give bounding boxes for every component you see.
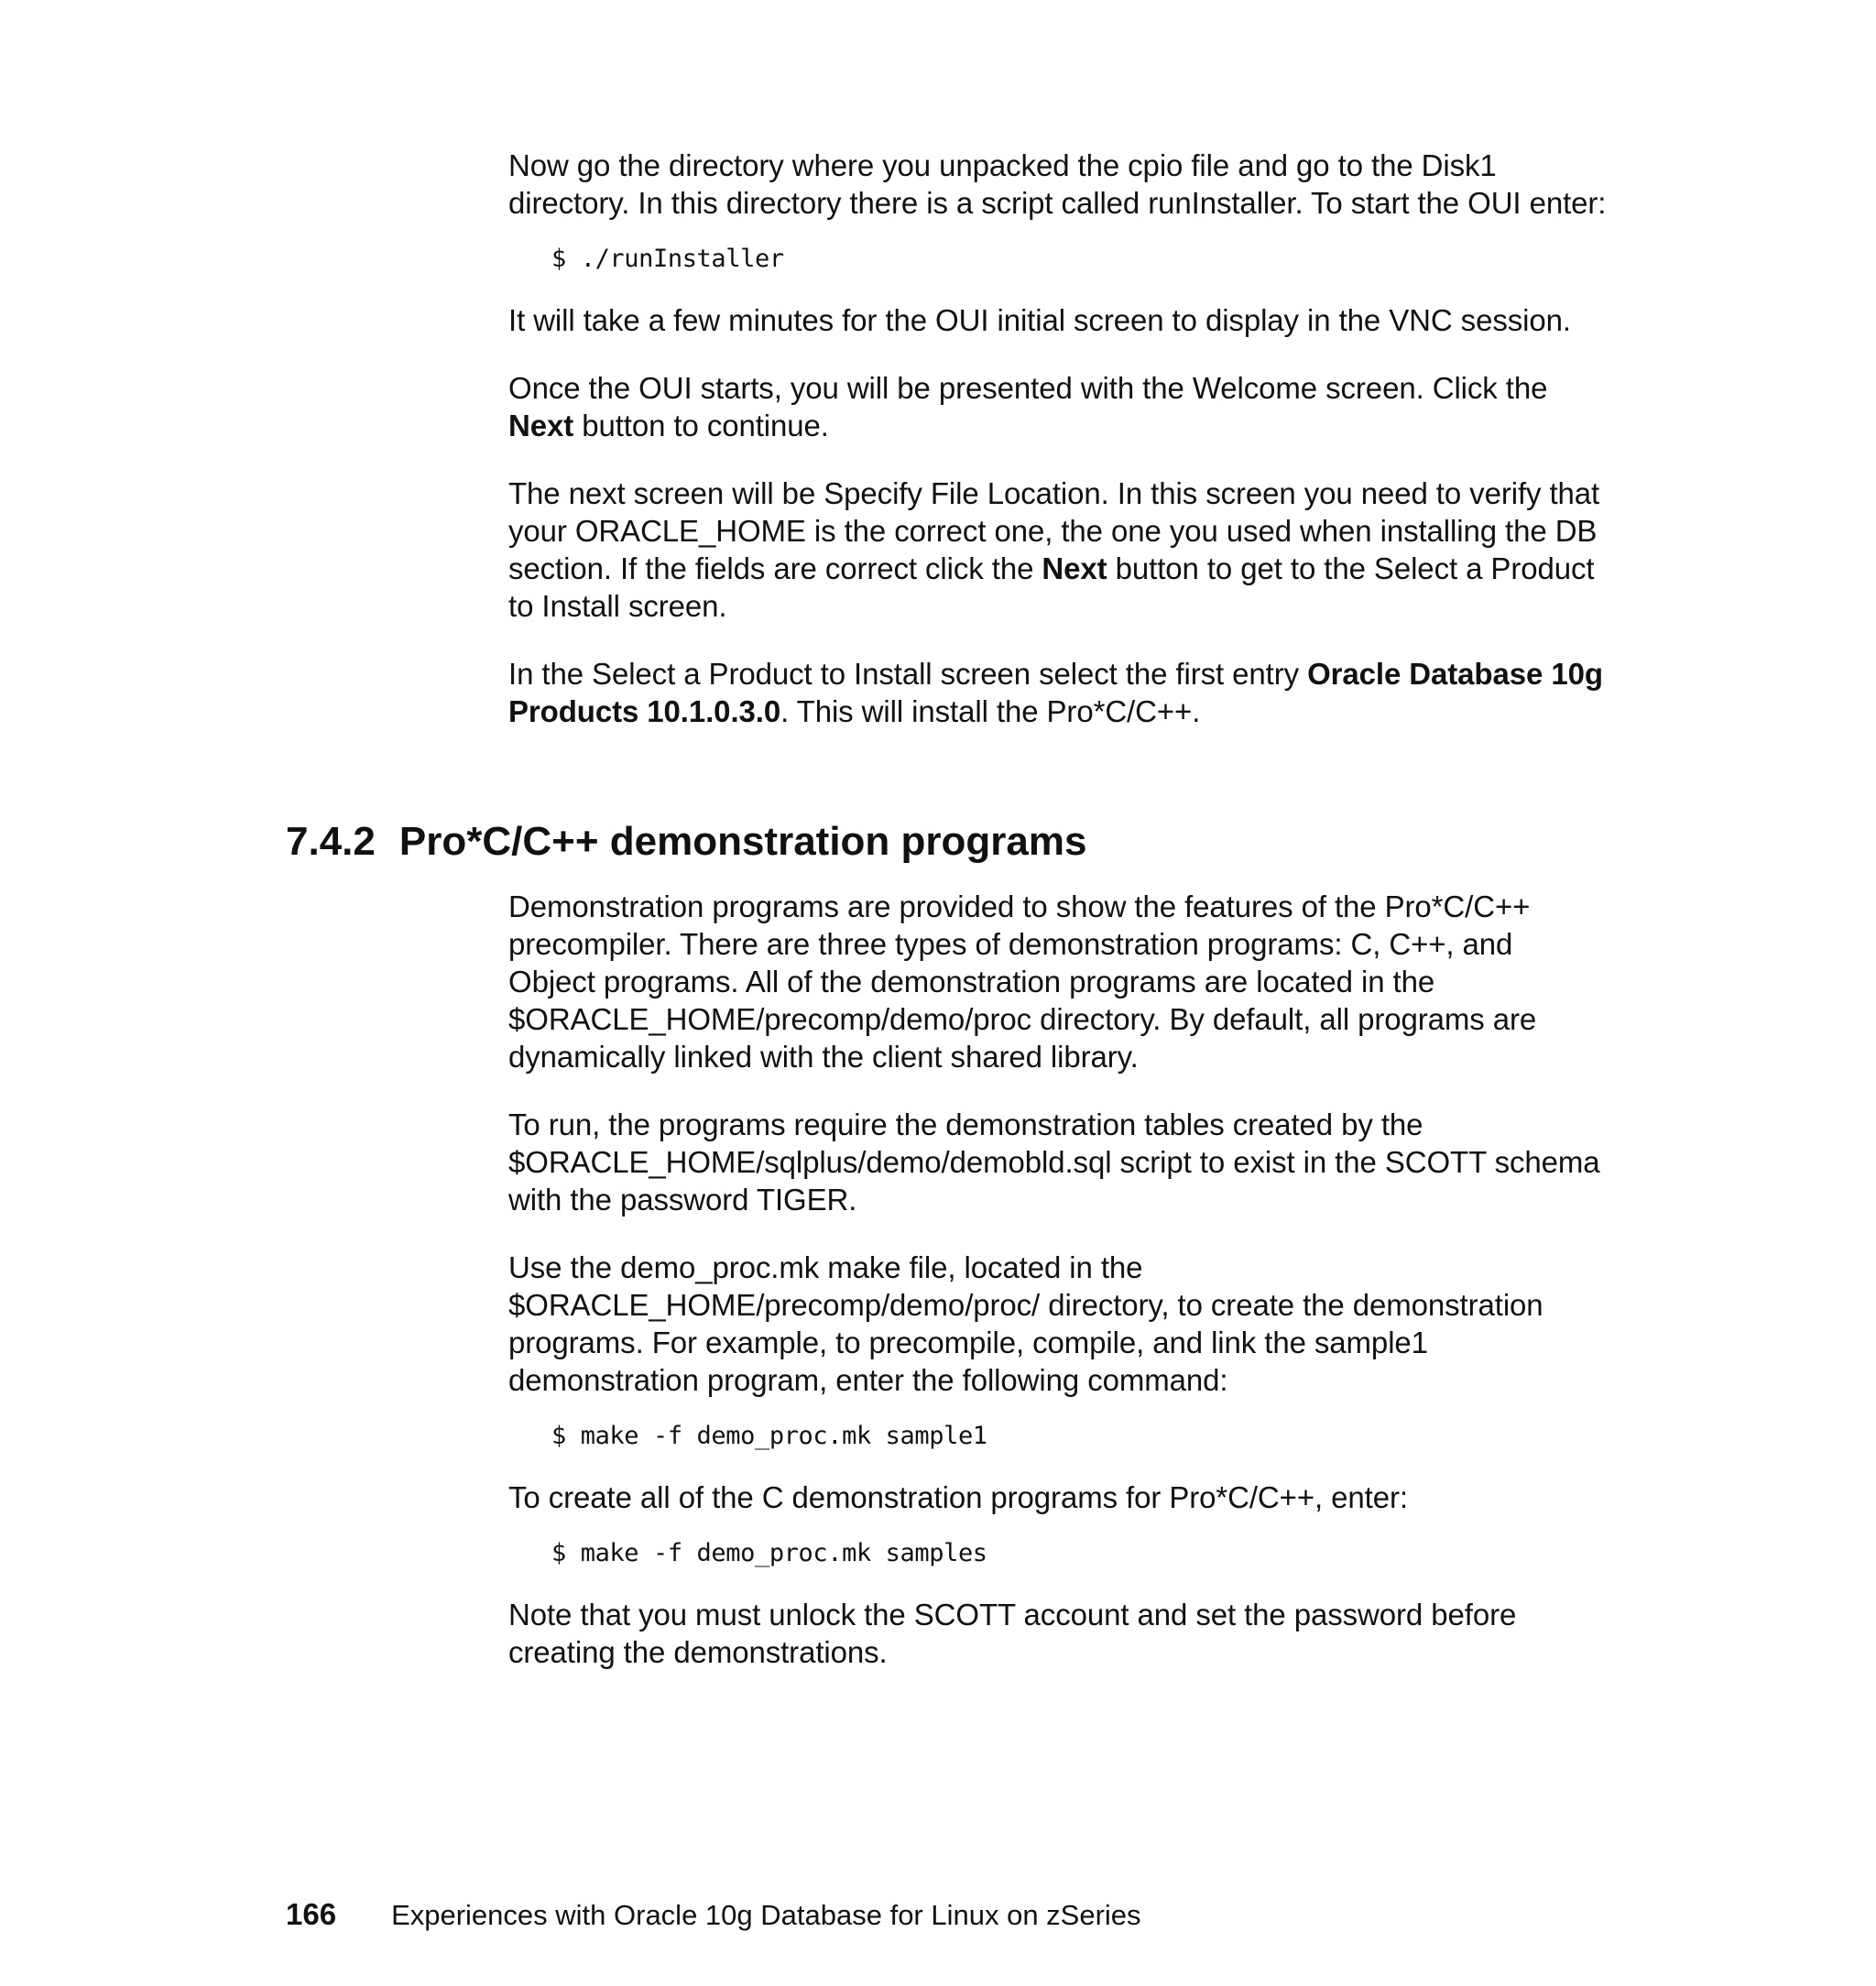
section-number: 7.4.2: [286, 819, 376, 864]
section-paragraph-5: Note that you must unlock the SCOTT account and set the password before creating the demonstrations.: [508, 1598, 1517, 1669]
section-content: [508, 888, 1608, 1701]
intro-paragraph-3: [508, 369, 1608, 444]
section-paragraph-3: Use the demo_proc.mk make file, located in the $ORACLE_HOME/precomp/demo/proc/ directory, to create the demonstration programs. For example, to precompile, compile, and link the sample1 demonstration program, enter the following command:: [508, 1250, 1543, 1397]
section-paragraph-1: Demonstration programs are provided to show the features of the Pro*C/C++ precompiler. There are three types of demonstration programs: C, C++, and Object programs. All of the demonstration programs are located in the $ORACLE_HOME/precomp/demo/proc directory. By default, all programs are dynamically linked with the client shared library.: [508, 889, 1537, 1074]
section-paragraph-2: To run, the programs require the demonstration tables created by the $ORACLE_HOME/sqlplus/demo/demobld.sql script to exist in the SCOTT schema with the password TIGER.: [508, 1108, 1600, 1217]
p3-text-c: button to continue.: [573, 409, 829, 442]
p5-text-c: . This will install the Pro*C/C++.: [780, 694, 1201, 728]
code-make-sample1: $ make -f demo_proc.mk sample1: [551, 1422, 987, 1450]
intro-paragraph-5: [508, 655, 1608, 730]
page-footer: [286, 1896, 1141, 1934]
intro-paragraph-2: It will take a few minutes for the OUI initial screen to display in the VNC session.: [508, 303, 1571, 337]
p3-bold-next: Next: [508, 409, 574, 442]
book-title: Experiences with Oracle 10g Database for Linux on zSeries: [391, 1899, 1141, 1931]
code-make-samples: $ make -f demo_proc.mk samples: [551, 1539, 987, 1567]
p4-text-c: button to get to the Select a Product to Install screen.: [508, 551, 1595, 623]
section-title: Pro*C/C++ demonstration programs: [398, 819, 1087, 864]
p5-text-a: In the Select a Product to Install screen select the first entry: [508, 657, 1308, 691]
intro-content: [508, 147, 1608, 760]
code-run-installer: $ ./runInstaller: [551, 245, 784, 273]
intro-paragraph-1: Now go the directory where you unpacked the cpio file and go to the Disk1 directory. In this directory there is a script called runInstaller. To start the OUI enter:: [508, 148, 1607, 220]
p4-text-a: The next screen will be Specify File Location. In this screen you need to verify that your ORACLE_HOME is the correct one, the one you used when installing the DB section. If the fields are correct click the: [508, 476, 1600, 585]
p5-bold-product: Oracle Database 10g Products 10.1.0.3.0: [508, 657, 1603, 728]
p3-text-a: Once the OUI starts, you will be presented with the Welcome screen. Click the: [508, 371, 1548, 405]
section-heading: [286, 815, 1086, 868]
p4-bold-next: Next: [1042, 551, 1107, 585]
intro-paragraph-4: [508, 475, 1608, 625]
section-paragraph-4: To create all of the C demonstration programs for Pro*C/C++, enter:: [508, 1480, 1408, 1514]
page-number: 166: [286, 1897, 337, 1931]
